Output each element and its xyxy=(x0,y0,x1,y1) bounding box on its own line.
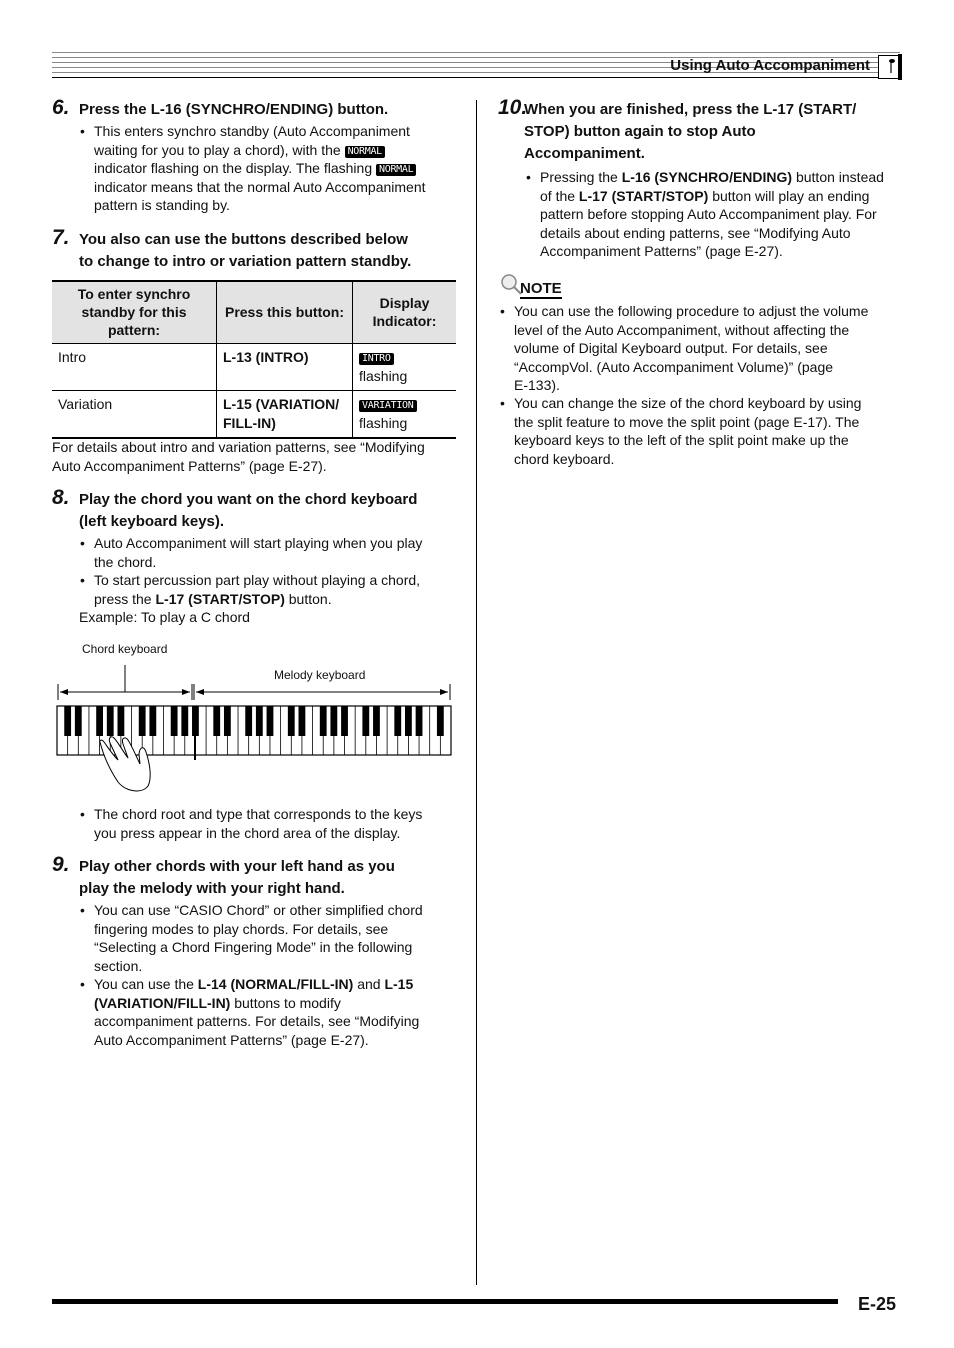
step-7-number: 7. xyxy=(52,226,70,249)
step-8-number: 8. xyxy=(52,486,70,509)
step-10-title: When you are finished, press the L-17 (START/ STOP) button again to stop Auto Accompaniment. xyxy=(524,101,857,162)
page-number: E-25 xyxy=(858,1294,897,1314)
step-8-bullet-1: Auto Accompaniment will start playing when you play the chord. xyxy=(94,535,423,570)
bullet-dot: • xyxy=(80,123,85,139)
music-note-icon xyxy=(878,55,900,79)
black-key xyxy=(107,706,114,736)
step-6-title: Press the L-16 (SYNCHRO/ENDING) button. xyxy=(79,101,389,118)
intro-indicator-icon: INTRO xyxy=(359,353,394,365)
example-text: Example: To play a C chord xyxy=(79,609,250,625)
chord-keyboard-label: Chord keyboard xyxy=(82,642,168,656)
standby-table xyxy=(52,280,456,439)
black-key xyxy=(320,706,327,736)
keyboard-diagram xyxy=(52,660,456,800)
black-key xyxy=(288,706,295,736)
step-9-bullet-2: You can use the L-14 (NORMAL/FILL-IN) and L-15 (VARIATION/FILL-IN) buttons to modify accompaniment patterns. For details, see “Modifying Auto Accompaniment Patterns” (page E-27). xyxy=(94,976,420,1048)
step-7-title: You also can use the buttons described below to change to intro or variation pattern standby. xyxy=(79,231,412,270)
step-9-title: Play other chords with your left hand as you play the melody with your right hand. xyxy=(79,858,395,897)
black-key xyxy=(64,706,71,736)
column-divider xyxy=(476,100,477,1285)
black-key xyxy=(224,706,231,736)
black-key xyxy=(117,706,124,736)
black-key xyxy=(267,706,274,736)
step-6-number: 6. xyxy=(52,96,70,119)
table-header: To enter synchro standby for this pattern: xyxy=(52,281,217,343)
note-bullet-1: You can use the following procedure to adjust the volume level of the Auto Accompaniment, without affecting the volume of Digital Keyboard output. For details, see “AccompVol. (Auto Accompaniment Volume)” (page E-133). xyxy=(514,303,869,393)
black-key xyxy=(171,706,178,736)
normal-indicator-icon: NORMAL xyxy=(345,146,385,158)
magnifier-icon xyxy=(500,273,522,295)
bullet-dot: • xyxy=(500,395,505,411)
step-9-bullet-1: You can use “CASIO Chord” or other simplified chord fingering modes to play chords. For details, see “Selecting a Chord Fingering Mode” in the following section. xyxy=(94,902,423,974)
step-10-number: 10. xyxy=(498,96,528,119)
table-header: Press this button: xyxy=(217,281,353,343)
step-8-bullet-2: To start percussion part play without playing a chord, press the L-17 (START/STOP) button. xyxy=(94,572,421,607)
normal-indicator-icon: NORMAL xyxy=(376,164,416,176)
bullet-dot: • xyxy=(526,169,531,185)
step-6-bullet: This enters synchro standby (Auto Accompaniment waiting for you to play a chord), with the NORMAL indicator flashing on the display. The flashing NORMAL indicator means that the normal Auto Accompaniment pattern is standing by. xyxy=(94,123,426,213)
header-tab-bar xyxy=(898,54,902,80)
black-key xyxy=(394,706,401,736)
note-bullet-2: You can change the size of the chord keyboard by using the split feature to move the split point (page E-17). The keyboard keys to the left of the split point make up the chord keyboard. xyxy=(514,395,862,467)
black-key xyxy=(96,706,103,736)
black-key xyxy=(330,706,337,736)
black-key xyxy=(405,706,412,736)
bullet-dot: • xyxy=(500,303,505,319)
black-key xyxy=(256,706,263,736)
black-key xyxy=(213,706,220,736)
bullet-dot: • xyxy=(80,902,85,918)
step-10-bullet: Pressing the L-16 (SYNCHRO/ENDING) button instead of the L-17 (START/STOP) button will play an ending pattern before stopping Auto Accompaniment play. For details about ending patterns, see “Modifying Auto Accompaniment Patterns” (page E-27). xyxy=(540,169,884,259)
black-key xyxy=(437,706,444,736)
table-row: Intro L-13 (INTRO) INTRO flashing xyxy=(52,343,456,390)
melody-keyboard-label: Melody keyboard xyxy=(274,668,366,682)
table-header: Display Indicator: xyxy=(353,281,457,343)
black-key xyxy=(75,706,82,736)
bullet-dot: • xyxy=(80,535,85,551)
section-title: Using Auto Accompaniment xyxy=(670,57,870,74)
black-key xyxy=(416,706,423,736)
note-label: NOTE xyxy=(520,280,562,297)
black-key xyxy=(245,706,252,736)
bullet-dot: • xyxy=(80,806,85,822)
step-8-title: Play the chord you want on the chord keyboard (left keyboard keys). xyxy=(79,491,418,530)
black-key xyxy=(341,706,348,736)
table-note: For details about intro and variation patterns, see “Modifying Auto Accompaniment Patterns” (page E-27). xyxy=(52,439,425,474)
black-key xyxy=(181,706,188,736)
footer-bar xyxy=(52,1299,838,1304)
black-key xyxy=(362,706,369,736)
step-9-number: 9. xyxy=(52,853,70,876)
step-8-after-bullet: The chord root and type that corresponds to the keys you press appear in the chord area of the display. xyxy=(94,806,423,841)
bullet-dot: • xyxy=(80,572,85,588)
table-row: Variation L-15 (VARIATION/ FILL-IN) VARIATION flashing xyxy=(52,390,456,438)
black-key xyxy=(373,706,380,736)
black-key xyxy=(299,706,306,736)
bullet-dot: • xyxy=(80,976,85,992)
variation-indicator-icon: VARIATION xyxy=(359,400,417,412)
black-key xyxy=(139,706,146,736)
black-key xyxy=(149,706,156,736)
